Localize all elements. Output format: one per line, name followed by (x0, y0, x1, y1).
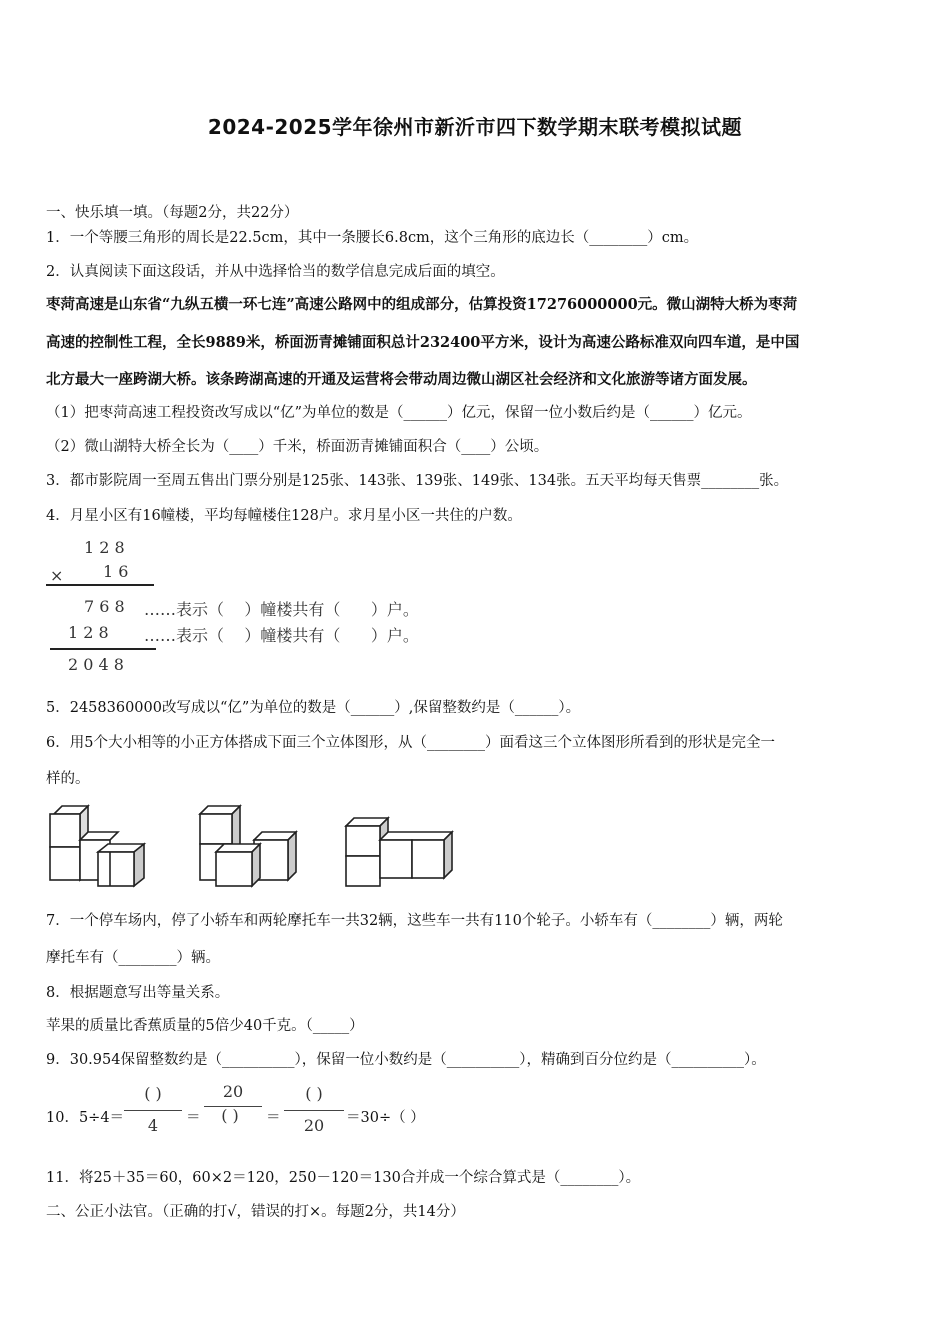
calc-rule-1 (46, 584, 154, 586)
section-1-heading: 一、快乐填一填。（每题2分，共22分） (46, 205, 299, 221)
question-3: 3．都市影院周一至周五售出门票分别是125张、143张、139张、149张、134张。五天平均每天售票________张。 (46, 473, 789, 489)
question-9: 9．30.954保留整数约是（__________），保留一位小数约是（__________），精确到百分位约是（__________）。 (46, 1052, 766, 1068)
question-7-line-2: 摩托车有（________）辆。 (46, 950, 220, 966)
frac3-denominator: 20 (303, 1116, 325, 1135)
q10-suffix: ＝30÷（ ） (346, 1110, 425, 1126)
frac2-numerator: 20 (222, 1082, 244, 1101)
cube-figure-1 (50, 806, 144, 886)
partial-product-1: 7 6 8 (84, 597, 125, 616)
question-8: 8．根据题意写出等量关系。 (46, 985, 230, 1001)
product-result: 2 0 4 8 (68, 655, 124, 674)
multiplier: 1 6 (103, 562, 129, 581)
cube-figures (46, 800, 466, 892)
frac3-numerator: ( ) (305, 1084, 323, 1103)
question-7-line-1: 7．一个停车场内，停了小轿车和两轮摩托车一共32辆，这些车一共有110个轮子。小轿车有（________）辆，两轮 (46, 913, 783, 929)
question-2-sub-1: （1）把枣菏高速工程投资改写成以“亿”为单位的数是（______）亿元，保留一位小数后约是（______）亿元。 (46, 405, 752, 421)
frac1-bar (124, 1110, 182, 1111)
cube-figure-3 (346, 818, 452, 886)
q10-equals-1: ＝ (186, 1110, 201, 1126)
q10-prefix: 10．5÷4＝ (46, 1110, 125, 1126)
partial-note-2: ……表示（ ）幢楼共有（ ）户。 (144, 626, 419, 645)
question-5: 5．2458360000改写成以“亿”为单位的数是（______）,保留整数约是（______）。 (46, 700, 581, 716)
question-2-paragraph-line-1: 枣菏高速是山东省“九纵五横一环七连”高速公路网中的组成部分，估算投资17276000000元。微山湖特大桥为枣菏 (46, 296, 798, 313)
calc-rule-2 (50, 648, 156, 650)
question-11: 11．将25＋35＝60，60×2＝120，250－120＝130合并成一个综合算式是（________）。 (46, 1170, 641, 1186)
frac1-denominator: 4 (147, 1116, 159, 1135)
partial-product-2: 1 2 8 (68, 623, 109, 642)
page-title: 2024-2025学年徐州市新沂市四下数学期末联考模拟试题 (207, 115, 743, 139)
question-1: 1．一个等腰三角形的周长是22.5cm，其中一条腰长6.8cm，这个三角形的底边长（________）cm。 (46, 230, 699, 246)
frac3-bar (284, 1110, 344, 1111)
frac1-numerator: ( ) (144, 1084, 162, 1103)
multiplicand: 1 2 8 (84, 538, 125, 557)
question-2-sub-2: （2）微山湖特大桥全长为（____）千米，桥面沥青摊铺面积合（____）公顷。 (46, 439, 549, 455)
question-2-paragraph-line-2: 高速的控制性工程，全长9889米，桥面沥青摊铺面积总计232400平方米，设计为高速公路标准双向四车道，是中国 (46, 334, 800, 351)
partial-note-1: ……表示（ ）幢楼共有（ ）户。 (144, 600, 419, 619)
cube-figure-2 (200, 806, 296, 886)
question-2-paragraph-line-3: 北方最大一座跨湖大桥。该条跨湖高速的开通及运营将会带动周边微山湖区社会经济和文化旅游等诸方面发展。 (46, 371, 757, 388)
question-6-line-1: 6．用5个大小相等的小正方体搭成下面三个立体图形，从（________）面看这三个立体图形所看到的形状是完全一 (46, 735, 775, 751)
question-2: 2．认真阅读下面这段话，并从中选择恰当的数学信息完成后面的填空。 (46, 264, 505, 280)
section-2-heading: 二、公正小法官。（正确的打√，错误的打×。每题2分，共14分） (46, 1204, 465, 1220)
q10-equals-2: ＝ (266, 1110, 281, 1126)
question-4: 4．月星小区有16幢楼，平均每幢楼住128户。求月星小区一共住的户数。 (46, 508, 522, 524)
question-6-line-2: 样的。 (46, 771, 90, 787)
frac2-denominator: ( ) (221, 1106, 239, 1125)
question-8-sub: 苹果的质量比香蕉质量的5倍少40千克。（_____） (46, 1018, 364, 1034)
times-sign: × (50, 566, 64, 585)
